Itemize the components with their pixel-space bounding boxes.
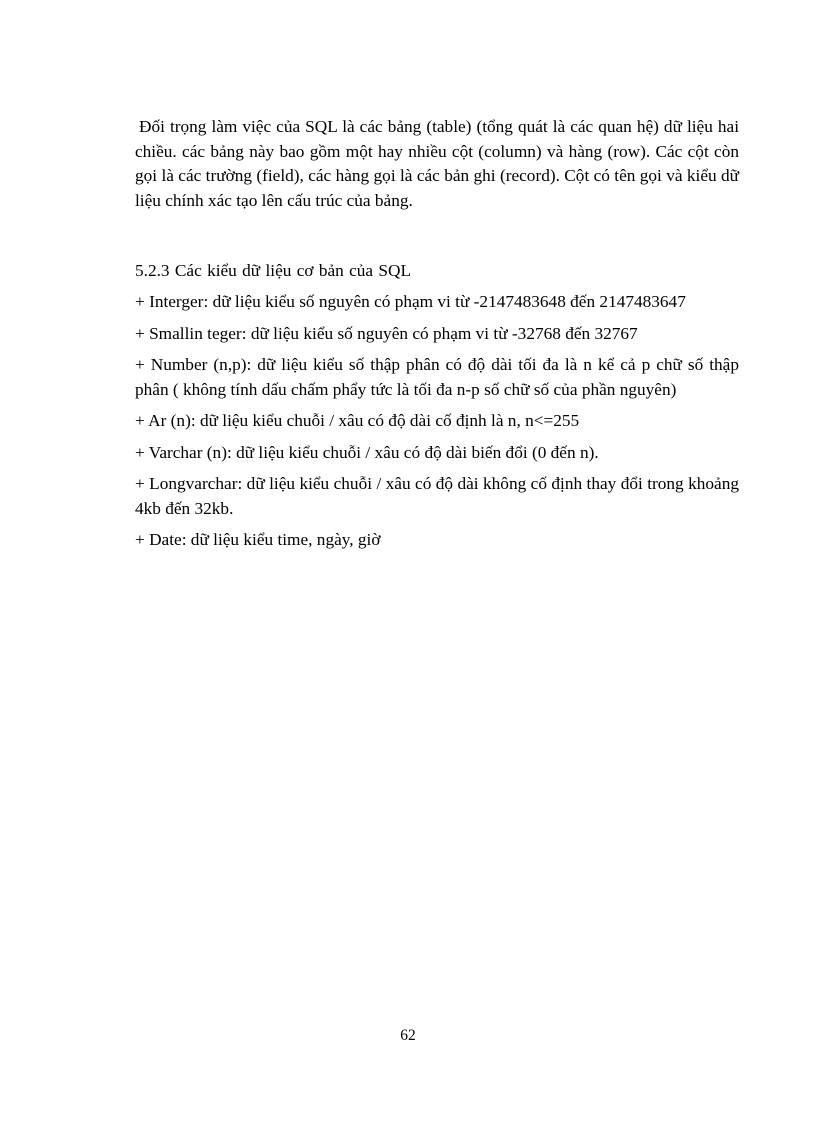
list-item-ar: + Ar (n): dữ liệu kiểu chuỗi / xâu có độ dài cố định là n, n<=255 xyxy=(135,411,580,430)
list-item-varchar: + Varchar (n): dữ liệu kiểu chuỗi / xâu có độ dài biến đổi (0 đến n). xyxy=(135,442,599,462)
section-heading: 5.2.3 Các kiểu dữ liệu cơ bản của SQL xyxy=(135,261,412,280)
intro-paragraph: Đối trọng làm việc của SQL là các bảng (table) (tổng quát là các quan hệ) dữ liệu hai chiều. các bảng này bao gồm một hay nhiều cột (column) và hàng (row). Các cột còn gọi là các trường (field), các hàng gọi là các bản ghi (record). Cột có tên gọi và kiểu dữ liệu chính xác tạo lên cấu trúc của bảng. xyxy=(135,117,739,210)
page-content xyxy=(135,115,739,553)
list-item-smallinteger: + Smallin teger: dữ liệu kiểu số nguyên có phạm vi từ -32768 đến 32767 xyxy=(135,323,638,343)
list-item-number: + Number (n,p): dữ liệu kiểu số thập phân có độ dài tối đa là n kể cả p chữ số thập phân ( không tính dấu chấm phẩy tức là tối đa n-p số chữ số của phần nguyên) xyxy=(135,355,739,399)
page-number: 62 xyxy=(400,1027,416,1044)
list-item-longvarchar: + Longvarchar: dữ liệu kiểu chuỗi / xâu có độ dài không cố định thay đổi trong khoảng 4kb đến 32kb. xyxy=(135,474,739,518)
list-item-integer: + Interger: dữ liệu kiểu số nguyên có phạm vi từ -2147483648 đến 2147483647 xyxy=(135,292,686,311)
list-item-date: + Date: dữ liệu kiểu time, ngày, giờ xyxy=(135,530,381,549)
